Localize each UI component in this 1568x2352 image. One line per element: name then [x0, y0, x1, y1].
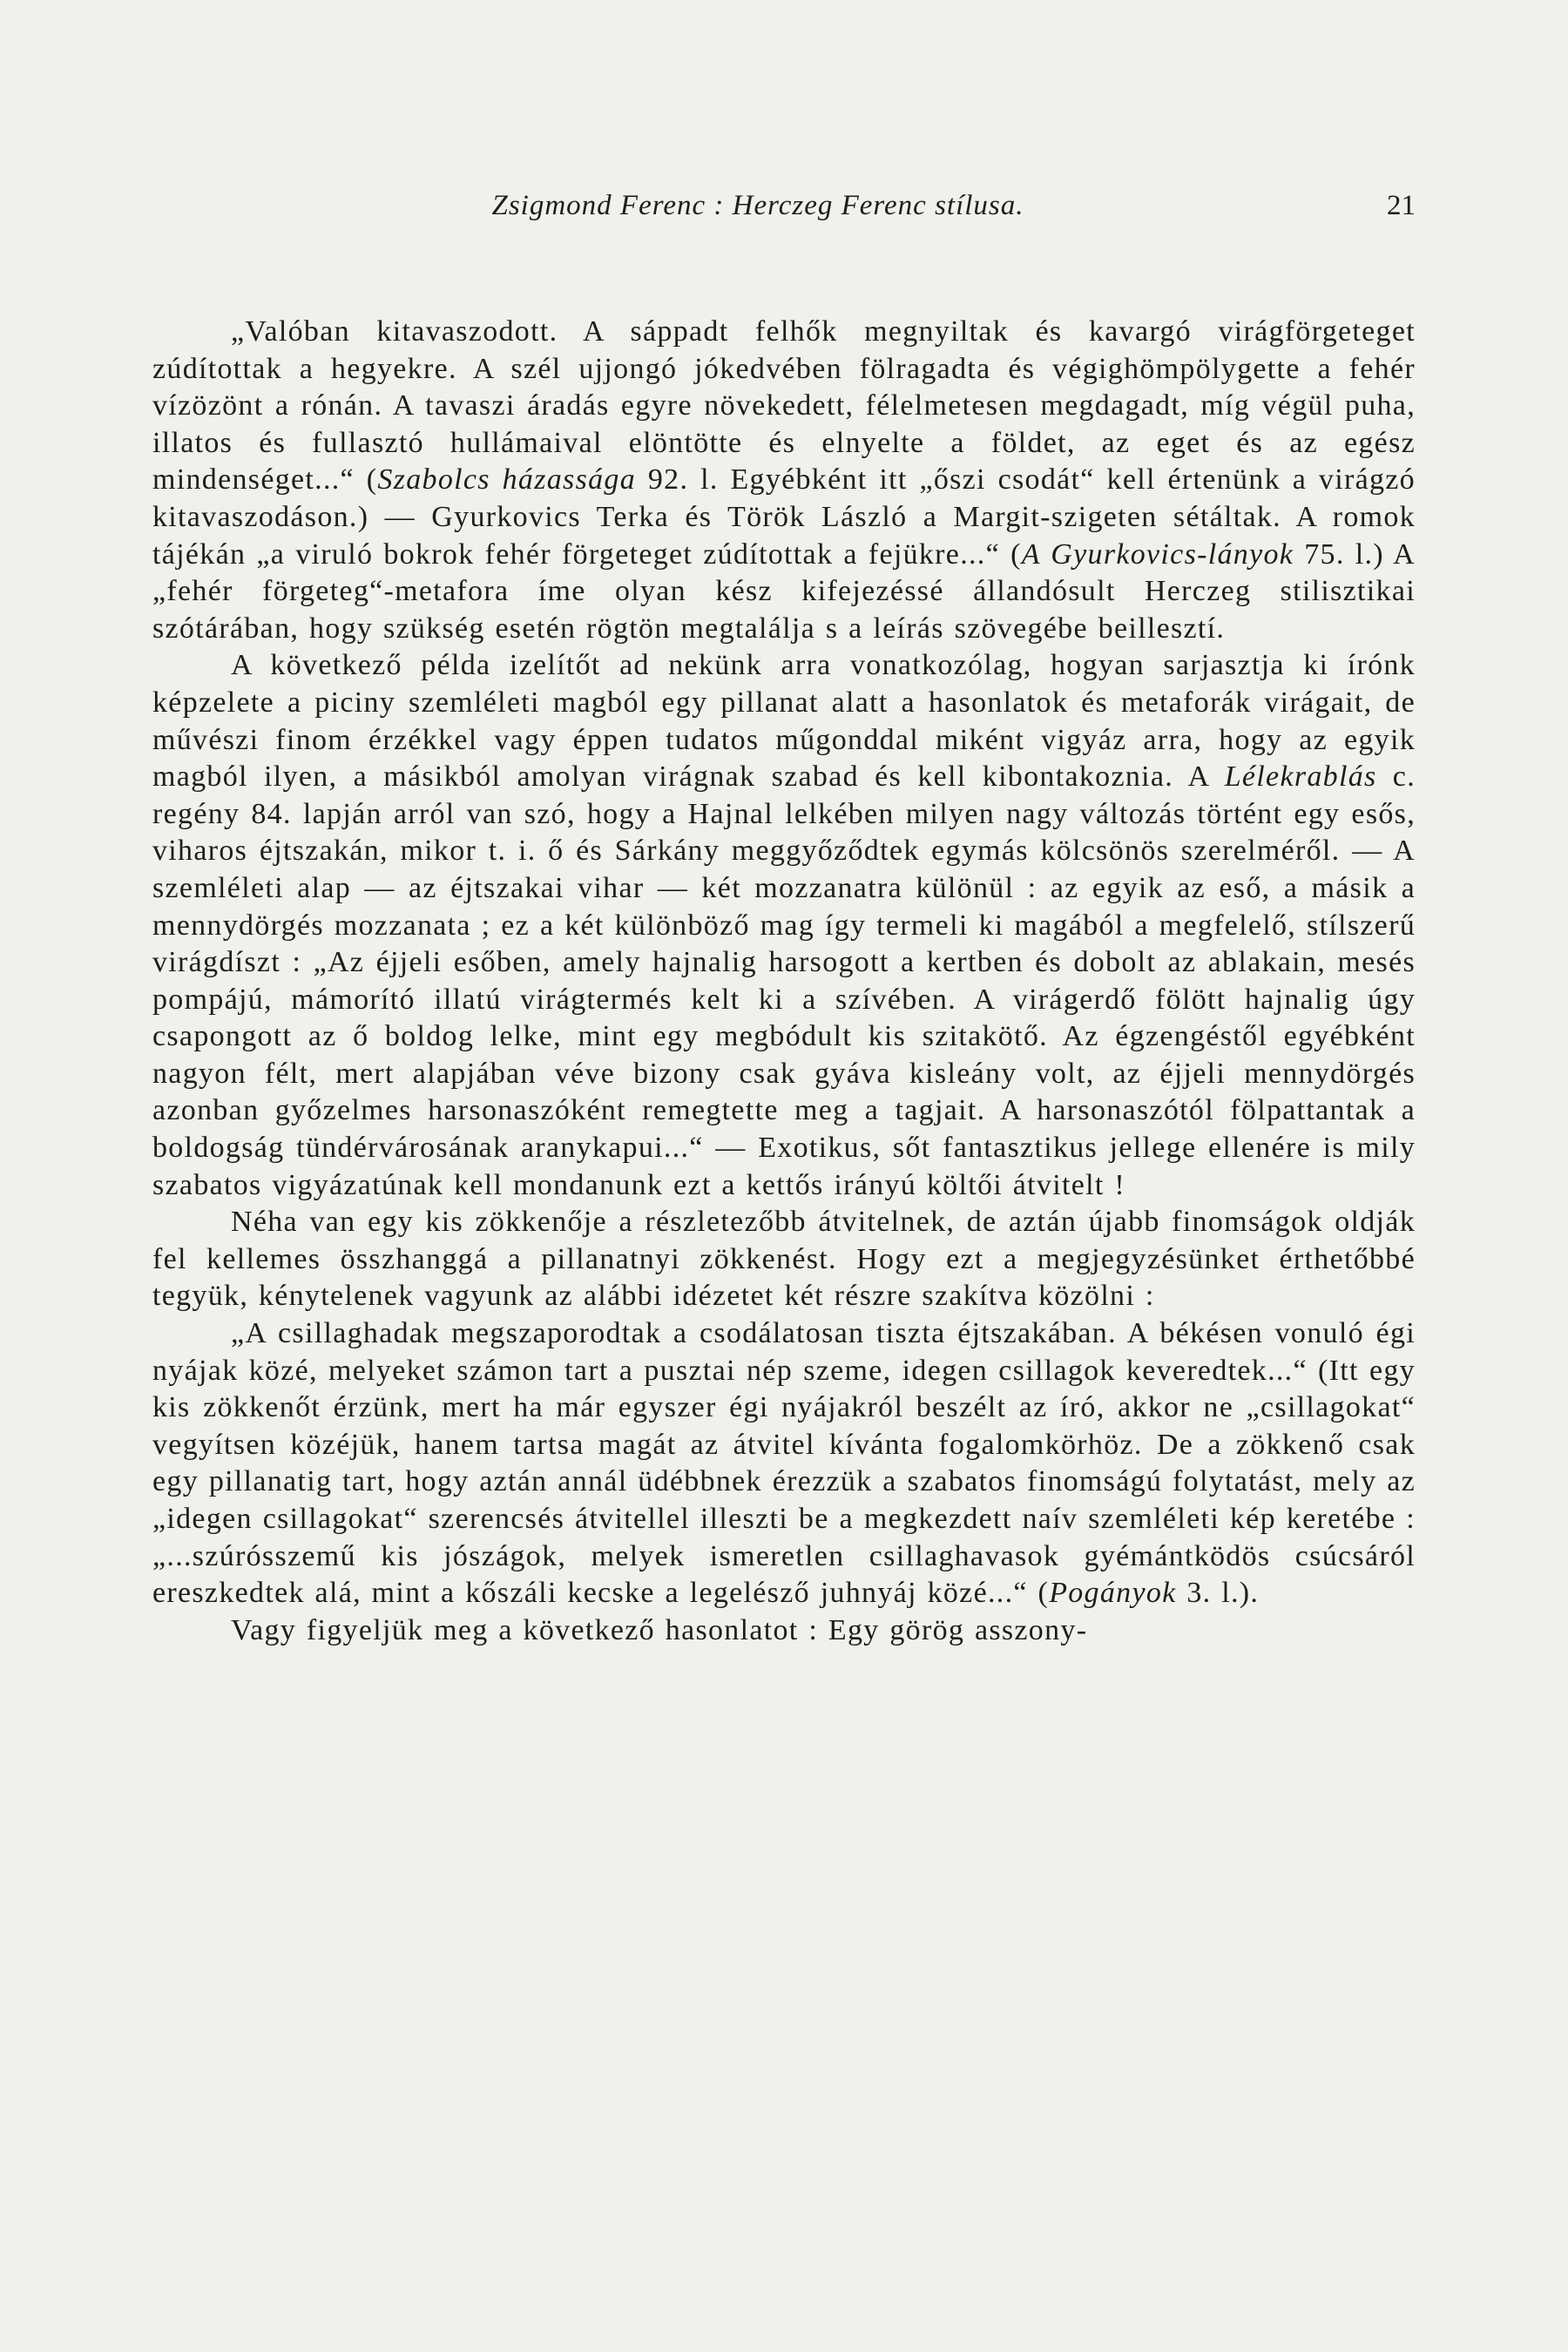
text-run: „A csillaghadak megszaporodtak a csodálatosan tiszta éjtszakában. A békésen vonuló égi nyájak közé, melyeket számon tart a pusztai nép szeme, idegen csillagok keveredtek...“ (Itt egy kis zökkenőt érzünk, mert ha már egyszer égi nyájakról beszélt az író, akkor ne „csillagokat“ vegyítsen közéjük, hanem tartsa magát az átvitel kívánta fogalomkörhöz. De a zökkenő csak egy pillanatig tart, hogy aztán annál üdébbnek érezzük a szabatos finomságú folytatást, mely az „idegen csillagokat“ szerencsés átvitellel illeszti be a megkezdett naív szemléleti kép keretébe : „...szúrósszemű kis jószágok, melyek ismeretlen csillaghavasok gyémántködös csúcsáról ereszkedtek alá, mint a kőszáli kecske a legelésző juhnyáj közé...“ (	[152, 1317, 1416, 1610]
text-run: 92. l. Egyébként itt „őszi csodát“ kell értenünk a virágzó kitavaszodáson.) — Gyurkovics Terka és Török László a Margit-szigeten sétáltak. A romok tájékán „a viruló bokrok fehér förgeteget zúdítottak a fejükre...“ (	[152, 463, 1416, 571]
italic-title: Szabolcs házassága	[377, 463, 637, 497]
italic-title: Pogányok	[1049, 1577, 1177, 1610]
paragraph-5	[152, 1612, 1416, 1650]
body-text	[152, 314, 1416, 1649]
text-run: A következő példa izelítőt ad nekünk arra vonatkozólag, hogyan sarjasztja ki írónk képzelete a piciny szemléleti magból egy pillanat alatt a hasonlatok és metaforák virágait, de művészi finom érzékkel vagy éppen tudatos műgonddal miként vigyáz arra, hogy az egyik magból ilyen, a másikból amolyan virágnak szabad és kell kibontakoznia. A	[152, 649, 1416, 794]
paragraph-4	[152, 1315, 1416, 1612]
page-number: 21	[1387, 190, 1416, 221]
text-run: Néha van egy kis zökkenője a részletezőbb átvitelnek, de aztán újabb finomságok oldják fel kellemes összhanggá a pillanatnyi zökkenést. Hogy ezt a megjegyzésünket érthetőbbé tegyük, kénytelenek vagyunk az alábbi idézetet két részre szakítva közölni :	[152, 1206, 1416, 1313]
text-run: Vagy figyeljük meg a következő hasonlatot : Egy görög asszony-	[231, 1613, 1088, 1646]
italic-title: A Gyurkovics-lányok	[1021, 537, 1294, 571]
text-run: c. regény 84. lapján arról van szó, hogy a Hajnal lelkében milyen nagy változás történt egy esős, viharos éjtszakán, mikor t. i. ő és Sárkány meggyőződtek egymás kölcsönös szerelméről. — A szemléleti alap — az éjtszakai vihar — két mozzanatra különül : az egyik az eső, a másik a mennydörgés mozzanata ; ez a két különböző mag így termeli ki magából a megfelelő, stílszerű virágdíszt : „Az éjjeli esőben, amely hajnalig harsogott a kertben és dobolt az ablakain, mesés pompájú, mámorító illatú virágtermés kelt ki a szívében. A virágerdő fölött hajnalig úgy csapongott az ő boldog lelke, mint egy megbódult kis szitakötő. Az égzengéstől egyébként nagyon félt, mert alapjában véve bizony csak gyáva kisleány volt, az éjjeli mennydörgés azonban győzelmes harsonaszóként remegtette meg a tagjait. A harsonaszótól fölpattantak a boldogság tündérvárosának aranykapui...“ — Exotikus, sőt fantasztikus jellege ellenére is mily szabatos vigyázatúnak kell mondanunk ezt a kettős irányú költői átvitelt !	[152, 760, 1416, 1201]
page-header	[152, 190, 1416, 242]
text-run: „Valóban kitavaszodott. A sáppadt felhők megnyiltak és kavargó virágförgeteget zúdítottak a hegyekre. A szél ujjongó jókedvében fölragadta és végighömpölygette a fehér vízözönt a rónán. A tavaszi áradás egyre növekedett, félelmetesen megdagadt, míg végül puha, illatos és fullasztó hullámaival elöntötte és elnyelte a földet, az eget és az egész mindenséget...“ (	[152, 315, 1416, 497]
italic-title: Lélekrablás	[1224, 760, 1377, 794]
text-run: 75. l.) A „fehér förgeteg“-metafora íme olyan kész kifejezéssé állandósult Herczeg stilisztikai szótárában, hogy szükség esetén rögtön megtalálja s a leírás szövegébe beillesztí.	[152, 537, 1416, 645]
text-run: 3. l.).	[1176, 1577, 1260, 1610]
paragraph-2	[152, 647, 1416, 1204]
running-title: Zsigmond Ferenc : Herczeg Ferenc stílusa.	[491, 190, 1024, 221]
paragraph-1	[152, 314, 1416, 647]
paragraph-3	[152, 1204, 1416, 1315]
